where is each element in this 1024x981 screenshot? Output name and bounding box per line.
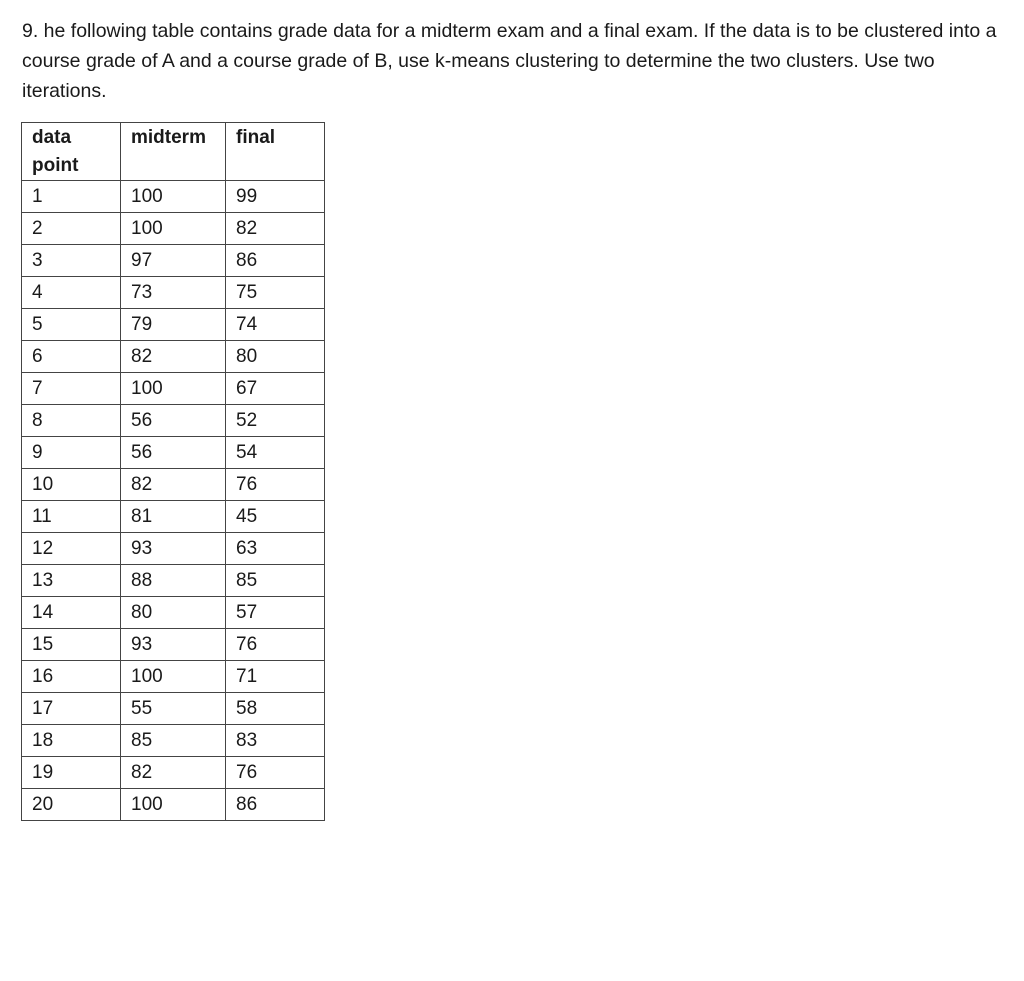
cell-point: 6 — [22, 341, 121, 373]
cell-midterm: 55 — [121, 693, 226, 725]
cell-point: 13 — [22, 565, 121, 597]
cell-midterm: 88 — [121, 565, 226, 597]
table-row — [22, 405, 325, 437]
cell-final: 67 — [226, 373, 325, 405]
cell-point: 16 — [22, 661, 121, 693]
header-final: final — [226, 123, 325, 181]
cell-point: 11 — [22, 501, 121, 533]
cell-midterm: 100 — [121, 181, 226, 213]
table-row — [22, 437, 325, 469]
table-row — [22, 469, 325, 501]
cell-point: 3 — [22, 245, 121, 277]
cell-midterm: 100 — [121, 789, 226, 821]
cell-midterm: 80 — [121, 597, 226, 629]
cell-midterm: 73 — [121, 277, 226, 309]
cell-final: 71 — [226, 661, 325, 693]
cell-point: 7 — [22, 373, 121, 405]
cell-midterm: 82 — [121, 341, 226, 373]
cell-final: 86 — [226, 245, 325, 277]
cell-final: 57 — [226, 597, 325, 629]
cell-midterm: 79 — [121, 309, 226, 341]
cell-point: 14 — [22, 597, 121, 629]
table-row — [22, 181, 325, 213]
cell-final: 75 — [226, 277, 325, 309]
cell-point: 5 — [22, 309, 121, 341]
cell-midterm: 82 — [121, 469, 226, 501]
table-header-row — [22, 123, 325, 181]
question-text: 9. he following table contains grade data for a midterm exam and a final exam. If the data is to be clustered into a course grade of A and a course grade of B, use k-means clustering to determine the two clusters. Use two iterations. — [22, 20, 997, 102]
cell-point: 4 — [22, 277, 121, 309]
cell-point: 15 — [22, 629, 121, 661]
cell-midterm: 56 — [121, 437, 226, 469]
cell-final: 83 — [226, 725, 325, 757]
cell-point: 2 — [22, 213, 121, 245]
cell-point: 20 — [22, 789, 121, 821]
header-midterm: midterm — [121, 123, 226, 181]
cell-point: 12 — [22, 533, 121, 565]
cell-midterm: 100 — [121, 213, 226, 245]
table-row — [22, 277, 325, 309]
cell-final: 76 — [226, 757, 325, 789]
table-row — [22, 789, 325, 821]
cell-final: 85 — [226, 565, 325, 597]
grade-table — [21, 122, 325, 821]
cell-midterm: 93 — [121, 533, 226, 565]
cell-final: 99 — [226, 181, 325, 213]
table-row — [22, 373, 325, 405]
cell-midterm: 93 — [121, 629, 226, 661]
table-row — [22, 501, 325, 533]
cell-midterm: 85 — [121, 725, 226, 757]
table-row — [22, 309, 325, 341]
cell-final: 63 — [226, 533, 325, 565]
cell-midterm: 97 — [121, 245, 226, 277]
cell-final: 76 — [226, 629, 325, 661]
table-row — [22, 245, 325, 277]
cell-point: 9 — [22, 437, 121, 469]
cell-point: 17 — [22, 693, 121, 725]
cell-point: 10 — [22, 469, 121, 501]
cell-midterm: 100 — [121, 661, 226, 693]
table-row — [22, 725, 325, 757]
cell-final: 80 — [226, 341, 325, 373]
cell-point: 18 — [22, 725, 121, 757]
cell-final: 76 — [226, 469, 325, 501]
table-row — [22, 629, 325, 661]
cell-final: 74 — [226, 309, 325, 341]
table-row — [22, 213, 325, 245]
cell-final: 58 — [226, 693, 325, 725]
cell-final: 86 — [226, 789, 325, 821]
cell-final: 82 — [226, 213, 325, 245]
cell-midterm: 100 — [121, 373, 226, 405]
table-row — [22, 661, 325, 693]
cell-point: 8 — [22, 405, 121, 437]
table-row — [22, 693, 325, 725]
cell-point: 19 — [22, 757, 121, 789]
cell-final: 45 — [226, 501, 325, 533]
cell-midterm: 82 — [121, 757, 226, 789]
table-row — [22, 565, 325, 597]
table-row — [22, 757, 325, 789]
cell-final: 52 — [226, 405, 325, 437]
table-row — [22, 533, 325, 565]
cell-midterm: 56 — [121, 405, 226, 437]
cell-midterm: 81 — [121, 501, 226, 533]
cell-point: 1 — [22, 181, 121, 213]
table-row — [22, 341, 325, 373]
header-data-point: data point — [22, 123, 121, 181]
table-row — [22, 597, 325, 629]
cell-final: 54 — [226, 437, 325, 469]
